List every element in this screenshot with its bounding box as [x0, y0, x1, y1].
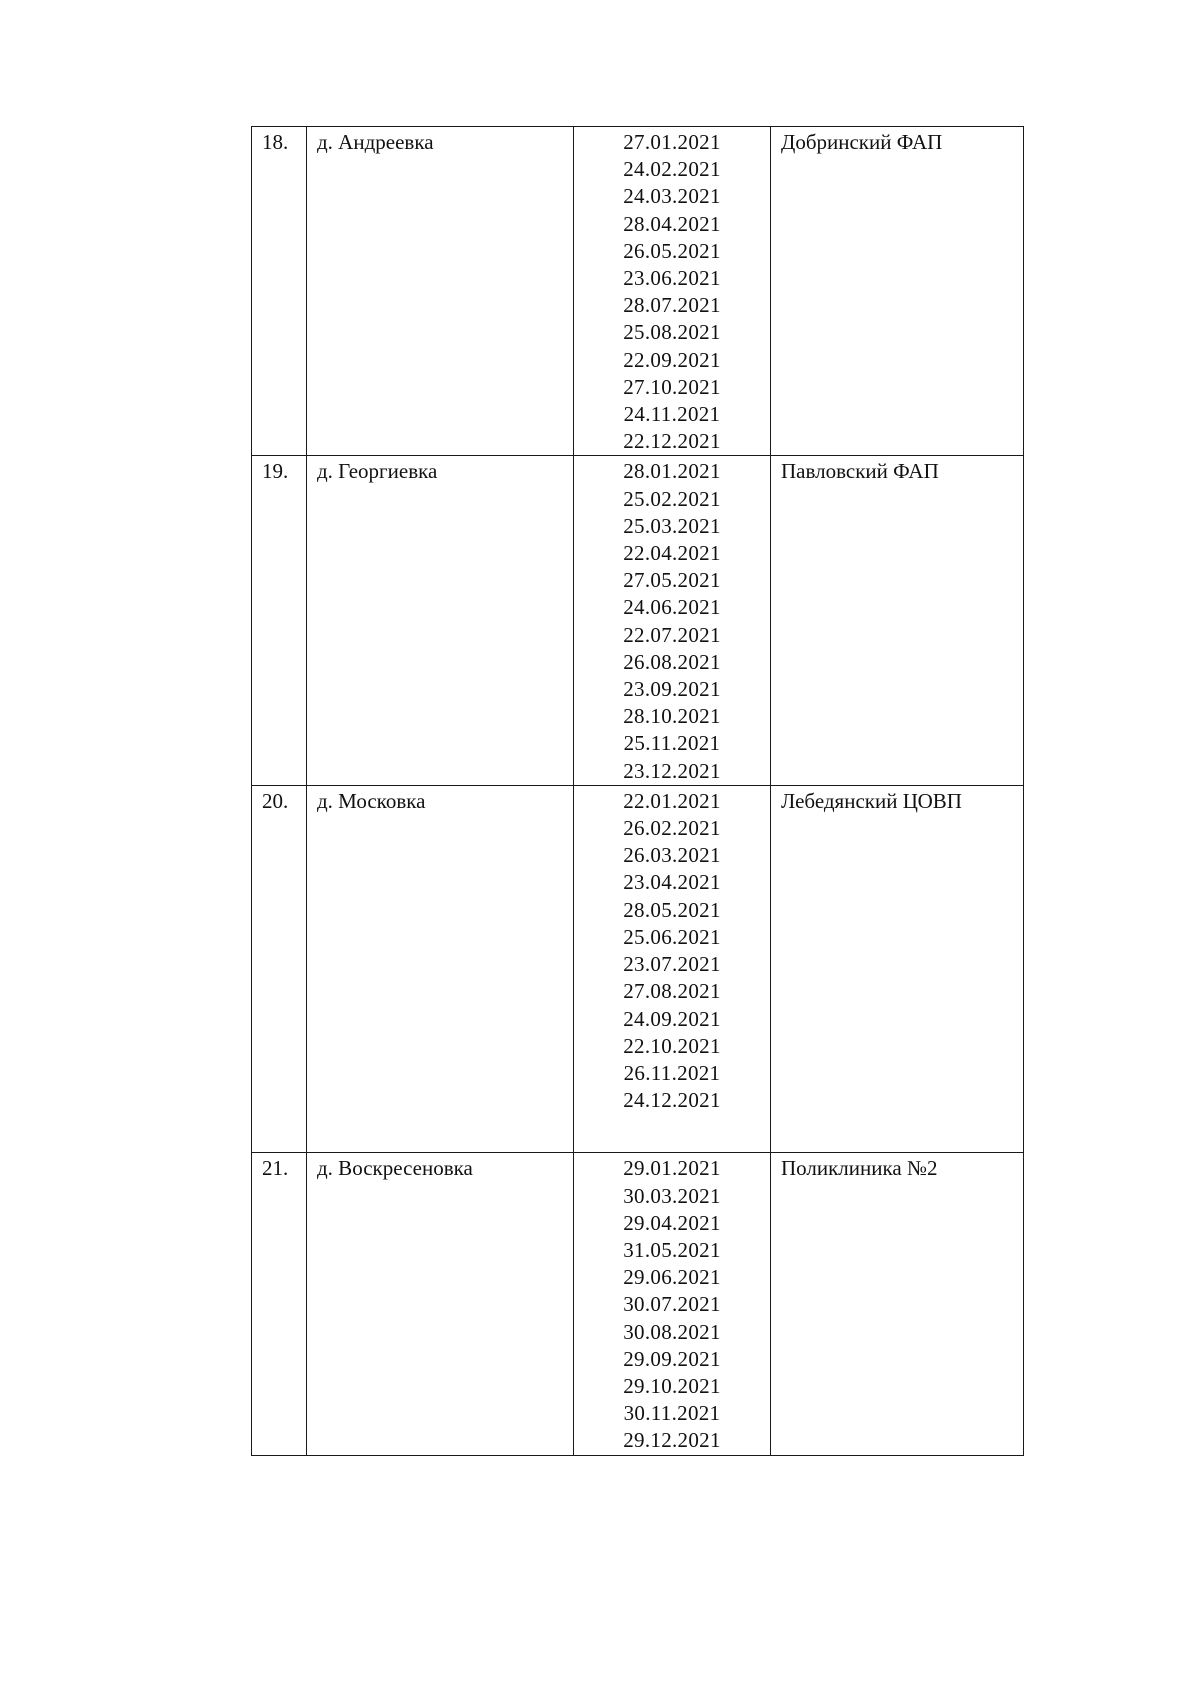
- visit-date: 27.05.2021: [623, 568, 721, 593]
- facility-name: Поликлиника №2: [771, 1153, 1024, 1455]
- visit-date: 24.03.2021: [623, 184, 721, 209]
- visit-date: 26.11.2021: [623, 1060, 721, 1085]
- visit-date: 25.08.2021: [623, 320, 721, 345]
- facility-name: Павловский ФАП: [771, 456, 1024, 785]
- visit-date: 27.01.2021: [623, 130, 721, 154]
- visit-date: 24.09.2021: [623, 1006, 721, 1031]
- visit-dates: [574, 1153, 771, 1455]
- visit-date: 29.12.2021: [623, 1428, 721, 1453]
- facility-name: Лебедянский ЦОВП: [771, 785, 1024, 1152]
- visit-date: 25.06.2021: [623, 924, 721, 949]
- visit-date: 23.12.2021: [623, 758, 721, 783]
- village-name: д. Георгиевка: [307, 456, 574, 785]
- visit-date: 30.08.2021: [623, 1319, 721, 1344]
- visit-date: 28.01.2021: [623, 459, 721, 484]
- row-number: 19.: [252, 456, 307, 785]
- visit-date: 30.11.2021: [623, 1401, 721, 1426]
- visit-date: 23.07.2021: [623, 952, 721, 977]
- visit-date: 28.05.2021: [623, 897, 721, 922]
- visit-date: 25.02.2021: [623, 486, 721, 511]
- table-row: [252, 785, 1024, 1152]
- visit-date: 29.04.2021: [623, 1210, 721, 1235]
- visit-date: 29.09.2021: [623, 1346, 721, 1371]
- visit-date: 22.09.2021: [623, 347, 721, 372]
- visit-date: 22.04.2021: [623, 541, 721, 566]
- visit-date: 28.04.2021: [623, 211, 721, 236]
- visit-date: 29.06.2021: [623, 1265, 721, 1290]
- table-row: [252, 1153, 1024, 1455]
- visit-date: 27.08.2021: [623, 979, 721, 1004]
- table-row: [252, 456, 1024, 785]
- facility-name: Добринский ФАП: [771, 127, 1024, 456]
- visit-date: 28.07.2021: [623, 293, 721, 318]
- visit-date: 24.02.2021: [623, 157, 721, 182]
- row-number: 21.: [252, 1153, 307, 1455]
- visit-dates: [574, 127, 771, 456]
- visit-date: 26.02.2021: [623, 816, 721, 841]
- visit-date: 22.07.2021: [623, 622, 721, 647]
- visit-date: 24.12.2021: [623, 1088, 721, 1113]
- visit-dates: [574, 785, 771, 1152]
- visit-date: 25.03.2021: [623, 513, 721, 538]
- visit-date: 26.03.2021: [623, 843, 721, 868]
- table-row: [252, 127, 1024, 456]
- visit-date: 25.11.2021: [623, 731, 721, 756]
- visit-date: 22.10.2021: [623, 1033, 721, 1058]
- visit-date: 30.07.2021: [623, 1292, 721, 1317]
- village-name: д. Московка: [307, 785, 574, 1152]
- visit-date: 23.09.2021: [623, 677, 721, 702]
- schedule-table: [251, 126, 1024, 1456]
- visit-date: 28.10.2021: [623, 704, 721, 729]
- village-name: д. Воскресеновка: [307, 1153, 574, 1455]
- visit-date: 30.03.2021: [623, 1183, 721, 1208]
- village-name: д. Андреевка: [307, 127, 574, 456]
- visit-date: 22.12.2021: [623, 429, 721, 454]
- visit-date: 27.10.2021: [623, 374, 721, 399]
- visit-date: 22.01.2021: [623, 788, 721, 813]
- visit-date: 24.11.2021: [623, 402, 721, 427]
- visit-date: 24.06.2021: [623, 595, 721, 620]
- visit-date: 31.05.2021: [623, 1237, 721, 1262]
- visit-dates: [574, 456, 771, 785]
- visit-date: 23.06.2021: [623, 266, 721, 291]
- visit-date: 26.05.2021: [623, 238, 721, 263]
- visit-date: 29.01.2021: [623, 1156, 721, 1181]
- visit-date: 26.08.2021: [623, 649, 721, 674]
- row-number: 20.: [252, 785, 307, 1152]
- visit-date: 23.04.2021: [623, 870, 721, 895]
- row-number: 18.: [252, 127, 307, 456]
- visit-date: 29.10.2021: [623, 1373, 721, 1398]
